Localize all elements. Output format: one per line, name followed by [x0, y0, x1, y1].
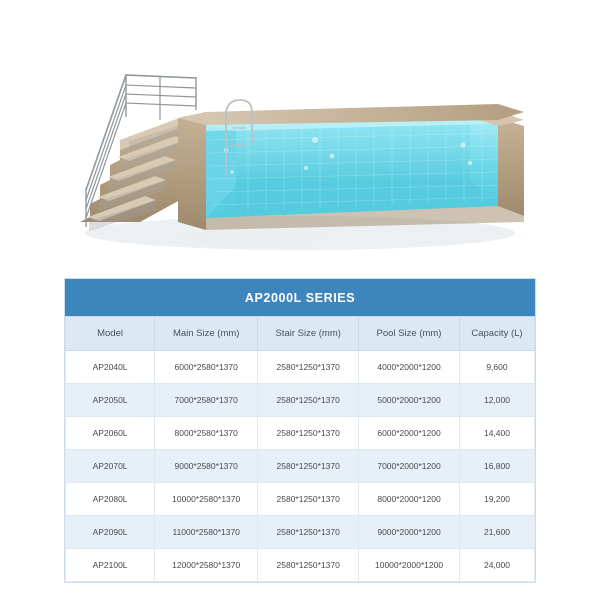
spec-table — [65, 279, 535, 582]
cell-capacity: 9,600 — [459, 351, 534, 384]
table-header-row — [66, 317, 535, 351]
cell-capacity: 14,400 — [459, 417, 534, 450]
cell-pool-size: 8000*2000*1200 — [359, 483, 460, 516]
cell-model: AP2070L — [66, 450, 155, 483]
pool-illustration — [0, 0, 600, 268]
cell-main-size: 7000*2580*1370 — [155, 384, 258, 417]
cell-pool-size: 10000*2000*1200 — [359, 549, 460, 582]
spec-table-container — [64, 278, 536, 583]
table-row — [66, 516, 535, 549]
cell-pool-size: 9000*2000*1200 — [359, 516, 460, 549]
cell-main-size: 9000*2580*1370 — [155, 450, 258, 483]
table-row — [66, 351, 535, 384]
column-header-capacity: Capacity (L) — [459, 317, 534, 351]
pool-illustration-svg — [0, 0, 600, 268]
cell-pool-size: 4000*2000*1200 — [359, 351, 460, 384]
cell-stair-size: 2580*1250*1370 — [258, 516, 359, 549]
column-header-main-size: Main Size (mm) — [155, 317, 258, 351]
cell-model: AP2040L — [66, 351, 155, 384]
table-row — [66, 549, 535, 582]
cell-model: AP2050L — [66, 384, 155, 417]
cell-stair-size: 2580*1250*1370 — [258, 351, 359, 384]
cell-pool-size: 5000*2000*1200 — [359, 384, 460, 417]
cell-model: AP2100L — [66, 549, 155, 582]
cell-capacity: 24,000 — [459, 549, 534, 582]
spec-table-head — [66, 317, 535, 351]
table-row — [66, 450, 535, 483]
pool-body — [178, 104, 524, 230]
cell-capacity: 21,600 — [459, 516, 534, 549]
column-header-model: Model — [66, 317, 155, 351]
cell-capacity: 19,200 — [459, 483, 534, 516]
cell-main-size: 6000*2580*1370 — [155, 351, 258, 384]
cell-stair-size: 2580*1250*1370 — [258, 450, 359, 483]
cell-model: AP2090L — [66, 516, 155, 549]
cell-main-size: 8000*2580*1370 — [155, 417, 258, 450]
column-header-pool-size: Pool Size (mm) — [359, 317, 460, 351]
cell-capacity: 12,000 — [459, 384, 534, 417]
cell-stair-size: 2580*1250*1370 — [258, 384, 359, 417]
cell-stair-size: 2580*1250*1370 — [258, 417, 359, 450]
cell-main-size: 11000*2580*1370 — [155, 516, 258, 549]
cell-main-size: 12000*2580*1370 — [155, 549, 258, 582]
column-header-stair-size: Stair Size (mm) — [258, 317, 359, 351]
cell-model: AP2080L — [66, 483, 155, 516]
spec-table-body — [66, 351, 535, 582]
spec-table-title: AP2000L SERIES — [65, 279, 535, 316]
cell-main-size: 10000*2580*1370 — [155, 483, 258, 516]
table-row — [66, 483, 535, 516]
cell-pool-size: 6000*2000*1200 — [359, 417, 460, 450]
cell-stair-size: 2580*1250*1370 — [258, 483, 359, 516]
cell-model: AP2060L — [66, 417, 155, 450]
cell-stair-size: 2580*1250*1370 — [258, 549, 359, 582]
cell-capacity: 16,800 — [459, 450, 534, 483]
table-row — [66, 384, 535, 417]
table-row — [66, 417, 535, 450]
cell-pool-size: 7000*2000*1200 — [359, 450, 460, 483]
